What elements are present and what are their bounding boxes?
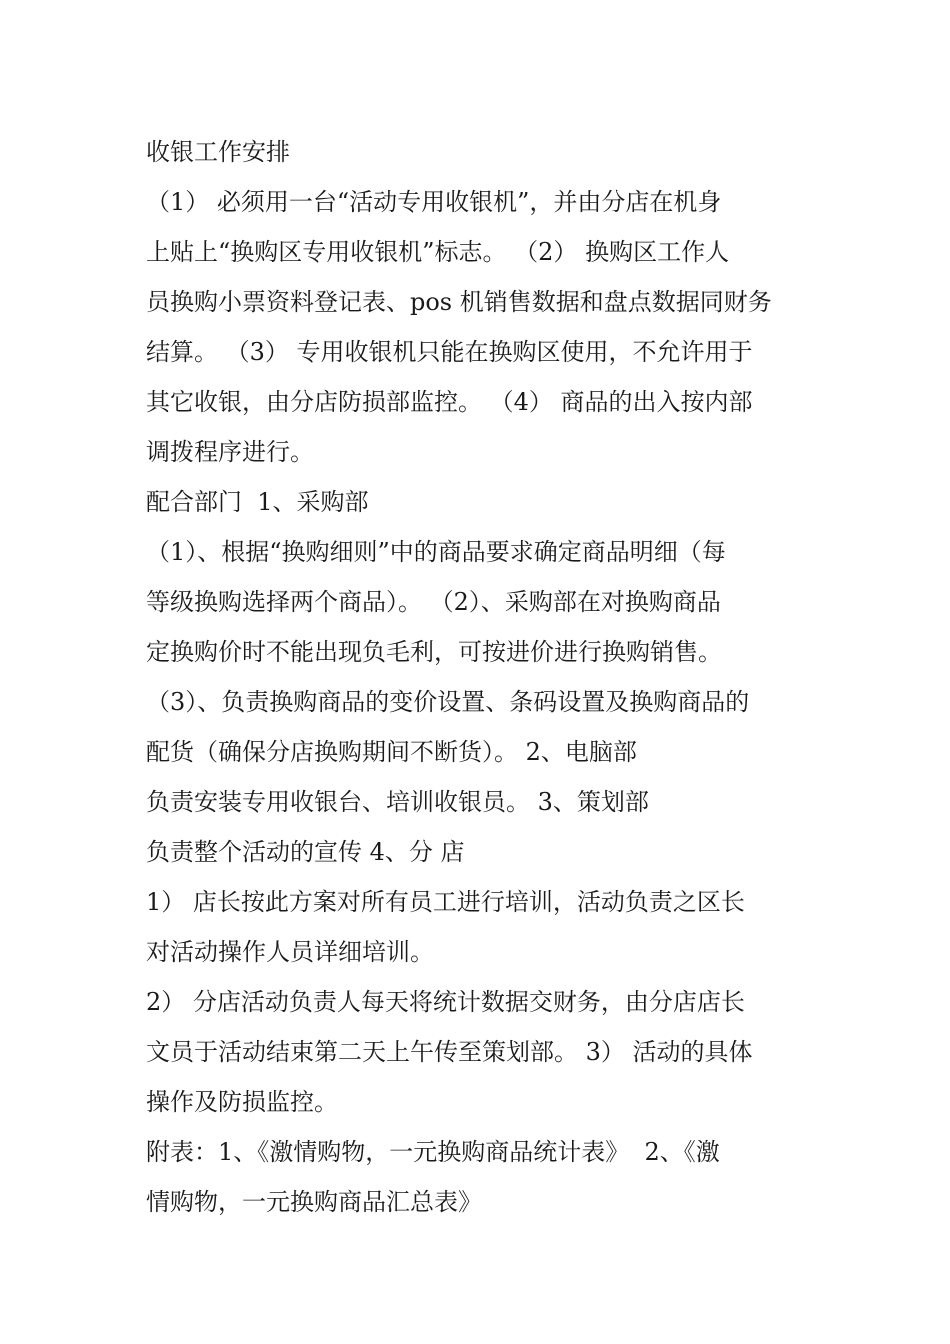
text-line: 负责安装专用收银台、培训收银员。 3、策划部 [146,788,649,816]
section-heading-departments: 配合部门 1、采购部 [146,488,369,516]
text-line: 操作及防损监控。 [146,1088,338,1116]
text-line: （1） 必须用一台“活动专用收银机”，并由分店在机身 [146,188,722,216]
text-line: 其它收银，由分店防损部监控。 （4） 商品的出入按内部 [146,388,753,416]
text-line: 负责整个活动的宣传 4、分 店 [146,838,465,866]
text-line: 文员于活动结束第二天上午传至策划部。 3） 活动的具体 [146,1038,753,1066]
appendix-line: 附表：1、《激情购物，一元换购商品统计表》 2、《激 [146,1138,720,1166]
appendix-line: 情购物，一元换购商品汇总表》 [146,1188,482,1216]
text-line: 上贴上“换购区专用收银机”标志。 （2） 换购区工作人 [146,238,730,266]
text-line: （3）、负责换购商品的变价设置、条码设置及换购商品的 [146,688,750,716]
text-line: 1） 店长按此方案对所有员工进行培训，活动负责之区长 [146,888,745,916]
text-line: 结算。 （3） 专用收银机只能在换购区使用，不允许用于 [146,338,753,366]
text-line: 员换购小票资料登记表、pos 机销售数据和盘点数据同财务 [146,288,772,316]
text-line: 2） 分店活动负责人每天将统计数据交财务，由分店店长 [146,988,745,1016]
text-line: 配货（确保分店换购期间不断货）。 2、电脑部 [146,738,637,766]
text-line: 调拨程序进行。 [146,438,314,466]
section-heading-cashier: 收银工作安排 [146,138,290,166]
text-line: （1）、根据“换购细则”中的商品要求确定商品明细（每 [146,538,726,566]
text-line: 对活动操作人员详细培训。 [146,938,434,966]
text-line: 等级换购选择两个商品）。 （2）、采购部在对换购商品 [146,588,721,616]
text-line: 定换购价时不能出现负毛利，可按进价进行换购销售。 [146,638,722,666]
